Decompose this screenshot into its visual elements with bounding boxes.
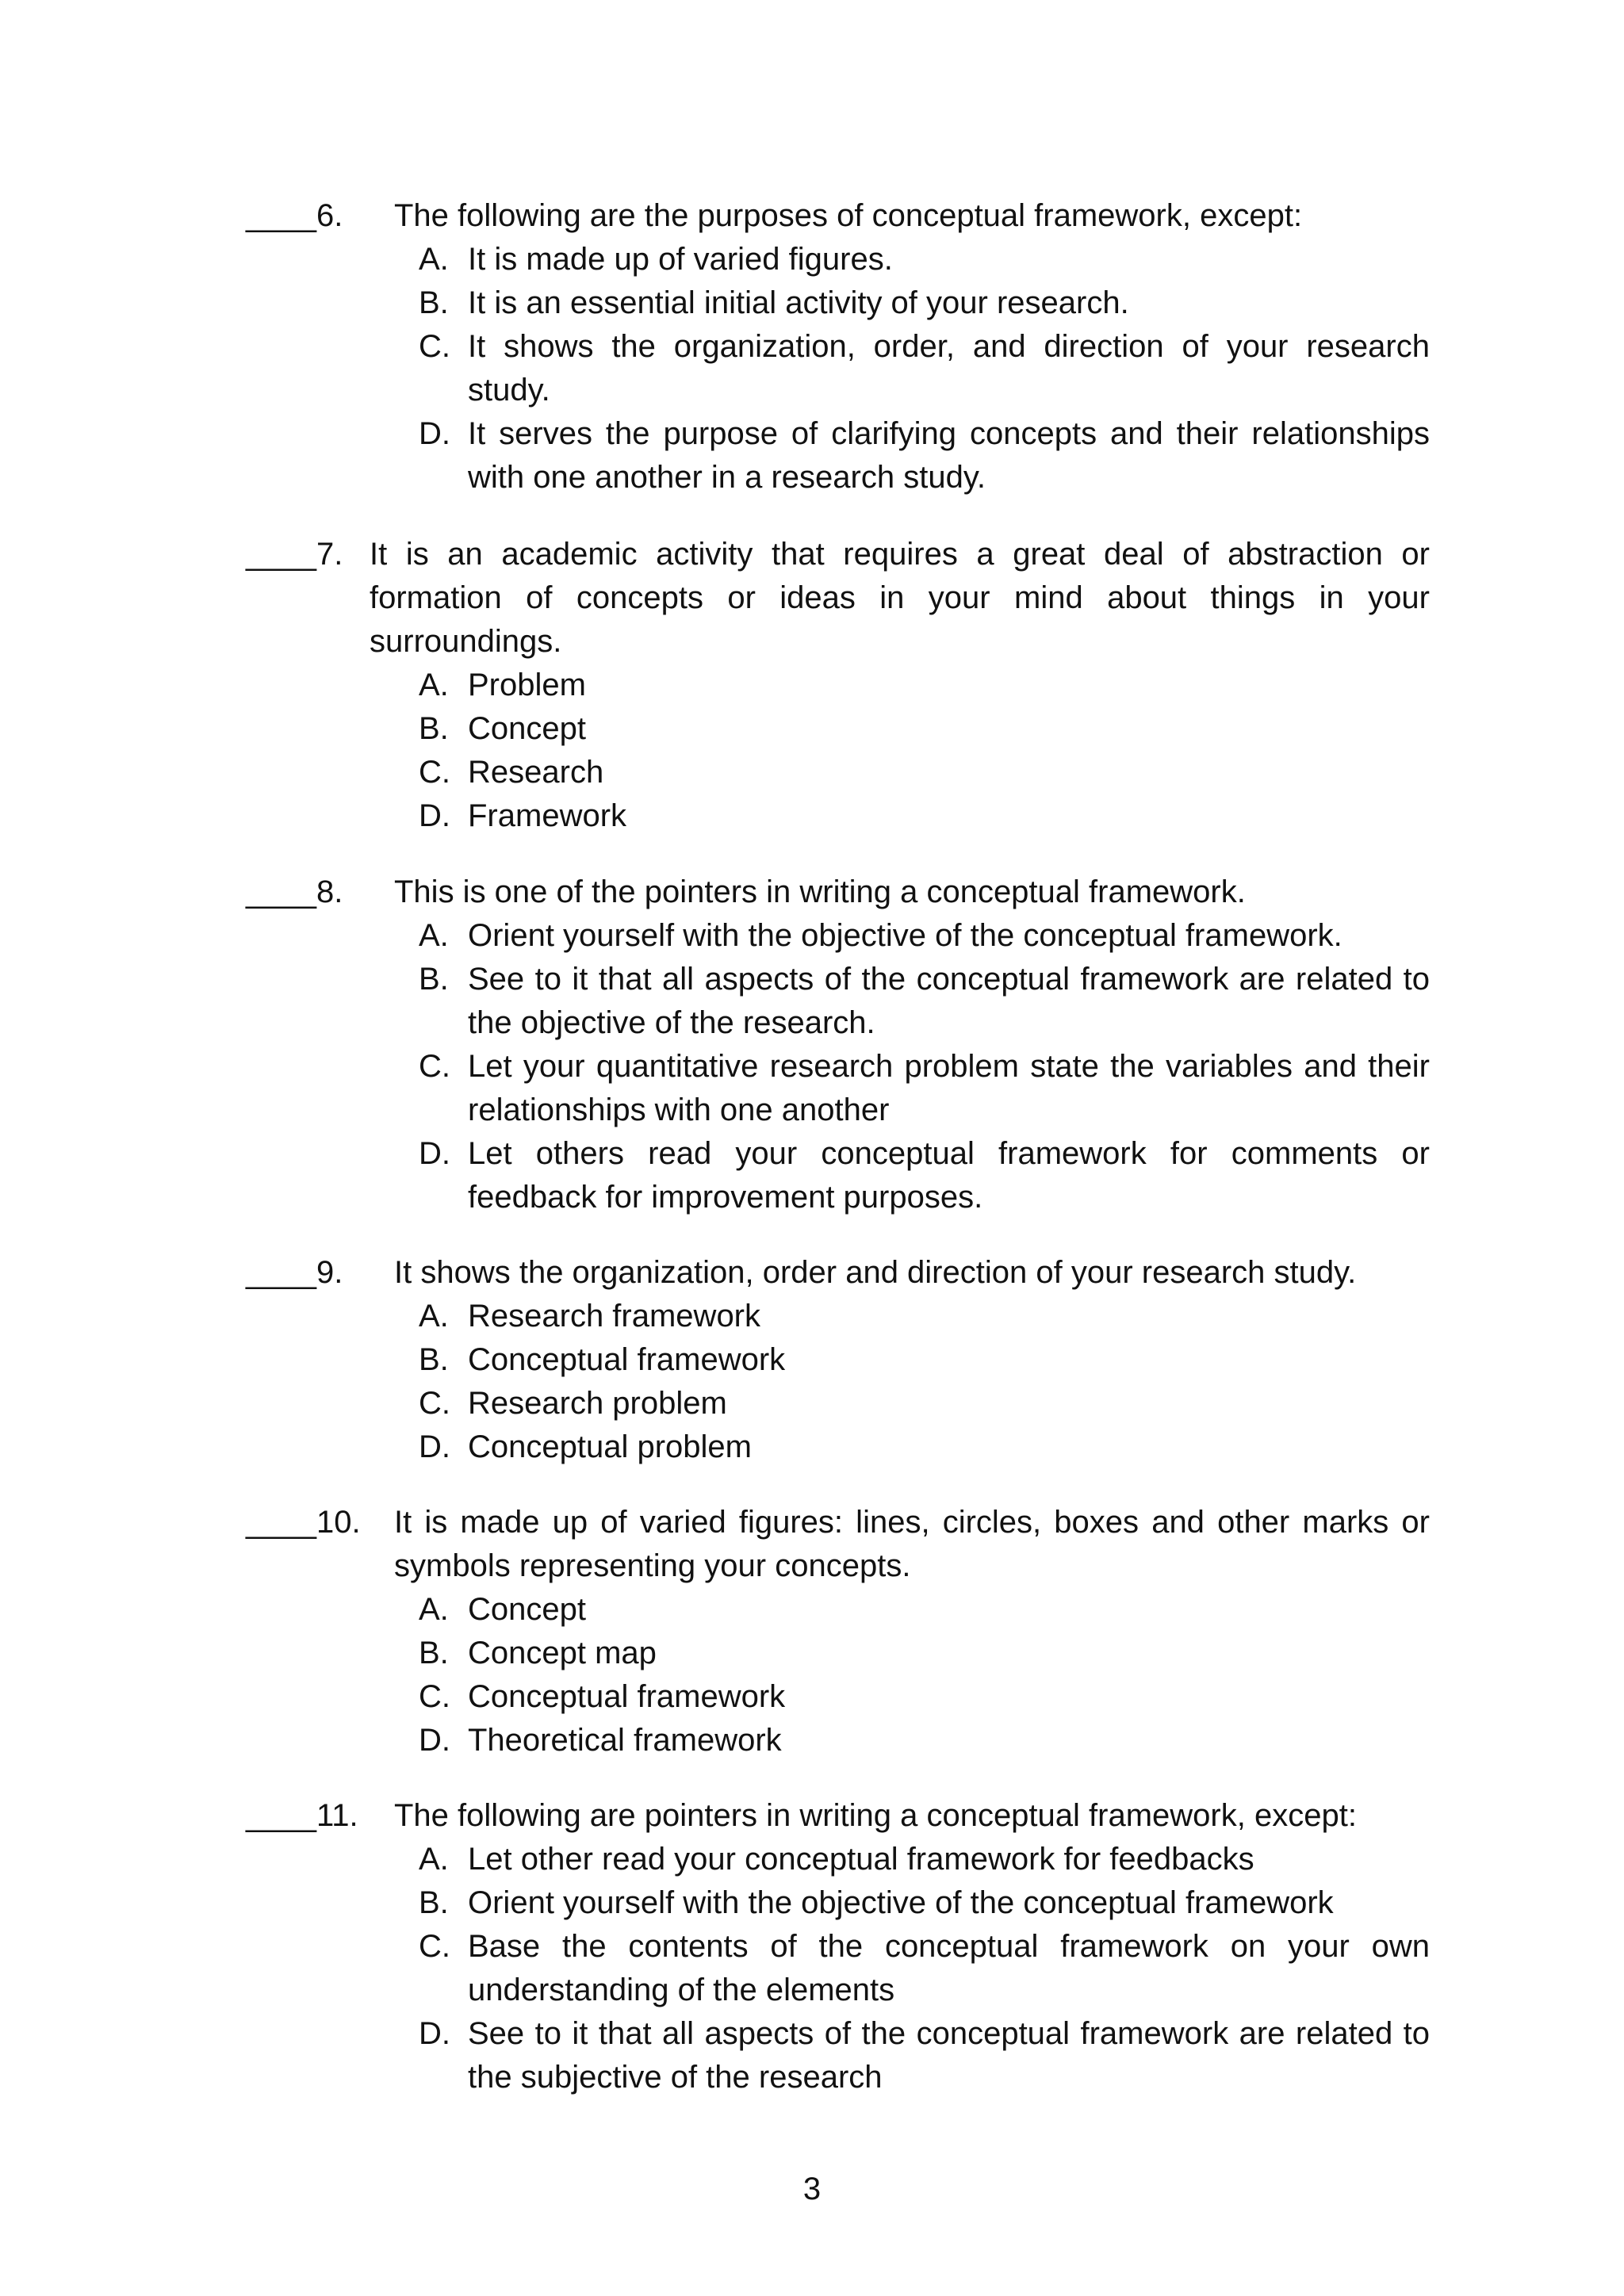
option-letter: D. [419, 2016, 450, 2051]
option-10-a [419, 1588, 1430, 1632]
option-9-c [419, 1382, 1430, 1425]
option-text: It serves the purpose of clarifying concepts and their relationships with one another in a research study. [468, 416, 1430, 495]
option-letter: A. [419, 668, 449, 702]
option-letter: B. [419, 1636, 449, 1670]
option-list-10 [419, 1588, 1430, 1762]
option-list-11 [419, 1838, 1430, 2099]
option-text: Orient yourself with the objective of the conceptual framework [468, 1885, 1334, 1920]
option-9-b [419, 1338, 1430, 1382]
option-letter: D. [419, 1429, 450, 1464]
option-8-a [419, 914, 1430, 958]
answer-blank-11[interactable]: ____11. [246, 1798, 358, 1833]
option-text: Conceptual framework [468, 1679, 786, 1714]
option-letter: B. [419, 1885, 449, 1920]
option-letter: C. [419, 1929, 450, 1964]
option-6-c [419, 325, 1430, 412]
option-letter: A. [419, 1299, 449, 1334]
option-7-c [419, 751, 1430, 794]
option-letter: D. [419, 798, 450, 833]
option-text: See to it that all aspects of the conceptual framework are related to the subjective of the research [468, 2016, 1430, 2095]
option-text: Problem [468, 668, 586, 702]
answer-blank-8[interactable]: ____8. [246, 874, 343, 909]
option-text: Research framework [468, 1299, 761, 1334]
option-8-b [419, 958, 1430, 1045]
option-letter: D. [419, 1136, 450, 1171]
option-list-9 [419, 1295, 1430, 1469]
option-text: Conceptual framework [468, 1342, 786, 1377]
option-letter: A. [419, 918, 449, 953]
option-text: Framework [468, 798, 627, 833]
answer-blank-7[interactable]: ____7. [246, 537, 343, 572]
option-text: Theoretical framework [468, 1723, 782, 1758]
option-list-6 [419, 238, 1430, 499]
question-stem-8: This is one of the pointers in writing a conceptual framework. [394, 874, 1246, 909]
option-text: Concept [468, 1592, 586, 1627]
option-text: Research problem [468, 1386, 727, 1421]
option-9-a [419, 1295, 1430, 1338]
option-6-a [419, 238, 1430, 281]
option-letter: C. [419, 1049, 450, 1084]
option-list-7 [419, 664, 1430, 838]
option-text: Base the contents of the conceptual framework on your own understanding of the elements [468, 1929, 1430, 2007]
option-text: It shows the organization, order, and direction of your research study. [468, 329, 1430, 408]
question-stem-11: The following are pointers in writing a conceptual framework, except: [394, 1798, 1357, 1833]
question-stem-7: It is an academic activity that requires a great deal of abstraction or formation of concepts or ideas in your mind about things in your surroundings. [370, 537, 1430, 659]
option-text: See to it that all aspects of the conceptual framework are related to the objective of the research. [468, 962, 1430, 1040]
option-letter: B. [419, 711, 449, 746]
option-letter: C. [419, 755, 450, 790]
option-text: Concept [468, 711, 586, 746]
option-7-d [419, 794, 1430, 838]
option-text: Let others read your conceptual framework for comments or feedback for improvement purposes. [468, 1136, 1430, 1215]
answer-blank-9[interactable]: ____9. [246, 1255, 343, 1290]
option-text: Research [468, 755, 604, 790]
option-8-d [419, 1132, 1430, 1219]
option-text: Conceptual problem [468, 1429, 752, 1464]
option-6-d [419, 412, 1430, 499]
option-text: Orient yourself with the objective of the conceptual framework. [468, 918, 1342, 953]
option-letter: D. [419, 416, 450, 451]
option-text: Let other read your conceptual framework for feedbacks [468, 1842, 1254, 1877]
option-text: Let your quantitative research problem state the variables and their relationships with one another [468, 1049, 1430, 1127]
option-letter: C. [419, 1679, 450, 1714]
option-10-b [419, 1632, 1430, 1675]
option-text: It is an essential initial activity of your research. [468, 285, 1129, 320]
option-11-c [419, 1925, 1430, 2012]
question-stem-6: The following are the purposes of conceptual framework, except: [394, 198, 1303, 233]
question-stem-10: It is made up of varied figures: lines, circles, boxes and other marks or symbols representing your concepts. [394, 1505, 1430, 1583]
option-7-a [419, 664, 1430, 707]
option-letter: C. [419, 1386, 450, 1421]
question-stem-9: It shows the organization, order and direction of your research study. [394, 1255, 1357, 1290]
option-letter: B. [419, 962, 449, 997]
option-letter: B. [419, 1342, 449, 1377]
page-number: 3 [802, 2172, 822, 2206]
option-letter: A. [419, 242, 449, 277]
answer-blank-6[interactable]: ____6. [246, 198, 343, 233]
option-11-d [419, 2012, 1430, 2099]
option-11-a [419, 1838, 1430, 1881]
option-letter: A. [419, 1842, 449, 1877]
option-9-d [419, 1425, 1430, 1469]
option-6-b [419, 281, 1430, 325]
option-8-c [419, 1045, 1430, 1132]
answer-blank-10[interactable]: ____10. [246, 1505, 361, 1540]
option-text: Concept map [468, 1636, 657, 1670]
option-letter: A. [419, 1592, 449, 1627]
option-11-b [419, 1881, 1430, 1925]
option-10-d [419, 1719, 1430, 1762]
option-text: It is made up of varied figures. [468, 242, 893, 277]
option-10-c [419, 1675, 1430, 1719]
option-letter: C. [419, 329, 450, 364]
option-letter: B. [419, 285, 449, 320]
option-list-8 [419, 914, 1430, 1219]
option-letter: D. [419, 1723, 450, 1758]
option-7-b [419, 707, 1430, 751]
